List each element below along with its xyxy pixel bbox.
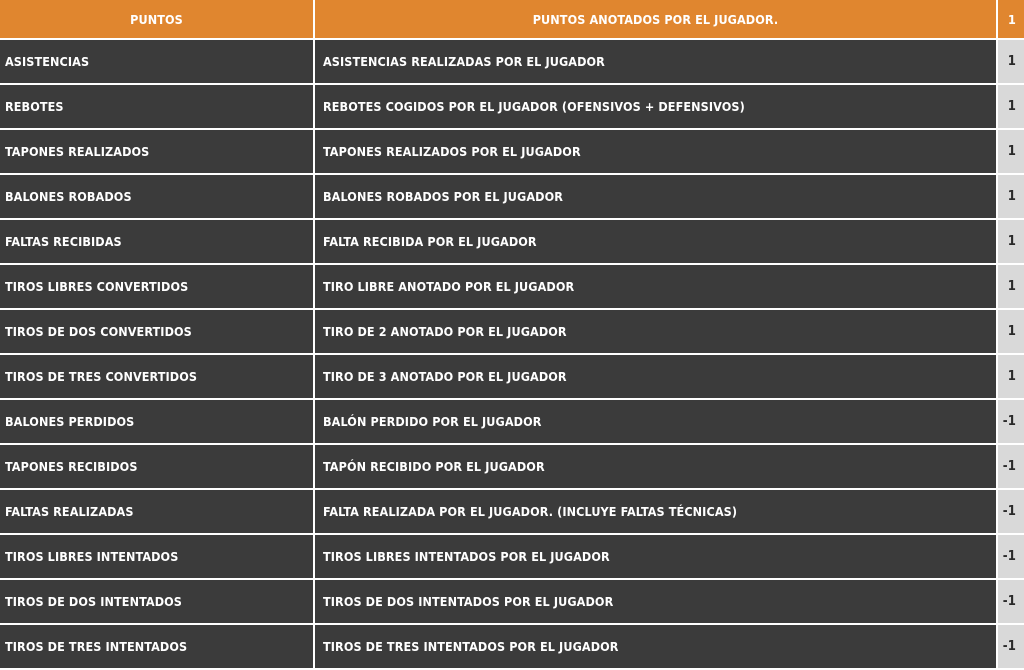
- table-row-value: -1: [998, 445, 1024, 490]
- table-row-stat: BALONES PERDIDOS: [0, 400, 315, 445]
- table-row-description: FALTA REALIZADA POR EL JUGADOR. (INCLUYE FALTAS TÉCNICAS): [315, 490, 998, 535]
- table-row-description: TIROS LIBRES INTENTADOS POR EL JUGADOR: [315, 535, 998, 580]
- table-row-description: TIROS DE TRES INTENTADOS POR EL JUGADOR: [315, 625, 998, 670]
- table-row-value: -1: [998, 400, 1024, 445]
- table-row-stat: TIROS DE DOS CONVERTIDOS: [0, 310, 315, 355]
- table-row-value: 1: [998, 175, 1024, 220]
- table-row-description: TIROS DE DOS INTENTADOS POR EL JUGADOR: [315, 580, 998, 625]
- table-row-description: REBOTES COGIDOS POR EL JUGADOR (OFENSIVOS + DEFENSIVOS): [315, 85, 998, 130]
- table-row-value: -1: [998, 625, 1024, 670]
- table-row-stat: TIROS DE DOS INTENTADOS: [0, 580, 315, 625]
- table-row-value: 1: [998, 85, 1024, 130]
- table-row-value: 1: [998, 40, 1024, 85]
- table-row-stat: REBOTES: [0, 85, 315, 130]
- table-row-stat: TIROS LIBRES INTENTADOS: [0, 535, 315, 580]
- table-row-stat: TAPONES RECIBIDOS: [0, 445, 315, 490]
- table-row-description: FALTA RECIBIDA POR EL JUGADOR: [315, 220, 998, 265]
- table-row-value: -1: [998, 580, 1024, 625]
- table-row-description: BALONES ROBADOS POR EL JUGADOR: [315, 175, 998, 220]
- table-row-value: 1: [998, 355, 1024, 400]
- table-row-description: BALÓN PERDIDO POR EL JUGADOR: [315, 400, 998, 445]
- table-row-description: TAPÓN RECIBIDO POR EL JUGADOR: [315, 445, 998, 490]
- header-puntos: PUNTOS: [0, 0, 315, 40]
- table-row-stat: TIROS DE TRES INTENTADOS: [0, 625, 315, 670]
- table-row-description: TIRO DE 3 ANOTADO POR EL JUGADOR: [315, 355, 998, 400]
- table-row-value: 1: [998, 310, 1024, 355]
- table-row-stat: TAPONES REALIZADOS: [0, 130, 315, 175]
- table-row-description: TAPONES REALIZADOS POR EL JUGADOR: [315, 130, 998, 175]
- table-row-stat: FALTAS REALIZADAS: [0, 490, 315, 535]
- table-row-stat: ASISTENCIAS: [0, 40, 315, 85]
- table-row-stat: TIROS DE TRES CONVERTIDOS: [0, 355, 315, 400]
- table-row-stat: FALTAS RECIBIDAS: [0, 220, 315, 265]
- table-row-stat: TIROS LIBRES CONVERTIDOS: [0, 265, 315, 310]
- table-row-value: -1: [998, 490, 1024, 535]
- table-row-value: 1: [998, 220, 1024, 265]
- header-value: 1: [998, 0, 1024, 40]
- header-description: PUNTOS ANOTADOS POR EL JUGADOR.: [315, 0, 998, 40]
- table-row-value: -1: [998, 535, 1024, 580]
- table-row-description: ASISTENCIAS REALIZADAS POR EL JUGADOR: [315, 40, 998, 85]
- table-row-value: 1: [998, 265, 1024, 310]
- table-row-description: TIRO DE 2 ANOTADO POR EL JUGADOR: [315, 310, 998, 355]
- table-row-description: TIRO LIBRE ANOTADO POR EL JUGADOR: [315, 265, 998, 310]
- table-row-value: 1: [998, 130, 1024, 175]
- table-row-stat: BALONES ROBADOS: [0, 175, 315, 220]
